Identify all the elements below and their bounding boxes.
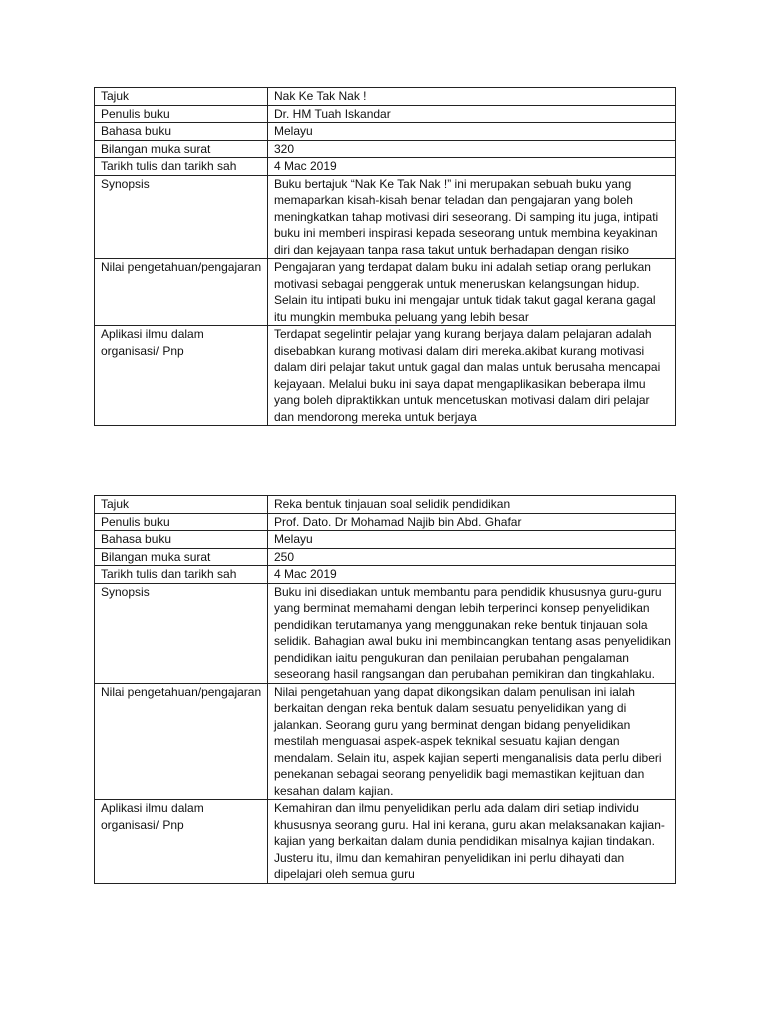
row-language xyxy=(95,123,676,141)
row-knowledge-value xyxy=(95,683,676,800)
review-date: 4 Mac 2019 xyxy=(268,566,676,584)
field-label: Tajuk xyxy=(95,88,268,106)
field-label: Tajuk xyxy=(95,496,268,514)
field-label: Tarikh tulis dan tarikh sah xyxy=(95,158,268,176)
row-synopsis xyxy=(95,583,676,683)
application-text: Kemahiran dan ilmu penyelidikan perlu ada dalam diri setiap individu khususnya seorang guru. Hal ini kerana, guru akan melaksanakan kajian-kajian yang berkaitan dalam dunia pendidikan misalnya kajian tindakan. Justeru itu, ilmu dan kemahiran penyelidikan ini perlu dihayati dan dipelajari oleh semua guru xyxy=(268,800,676,884)
field-label: Tarikh tulis dan tarikh sah xyxy=(95,566,268,584)
field-label: Synopsis xyxy=(95,583,268,683)
field-label: Bilangan muka surat xyxy=(95,140,268,158)
field-label: Synopsis xyxy=(95,175,268,259)
book-author: Prof. Dato. Dr Mohamad Najib bin Abd. Ghafar xyxy=(268,513,676,531)
field-label: Nilai pengetahuan/pengajaran xyxy=(95,683,268,800)
book-author: Dr. HM Tuah Iskandar xyxy=(268,105,676,123)
book-language: Melayu xyxy=(268,531,676,549)
field-label: Penulis buku xyxy=(95,105,268,123)
row-application xyxy=(95,800,676,884)
synopsis-text: Buku ini disediakan untuk membantu para pendidik khususnya guru-guru yang berminat memahami dengan lebih terperinci konsep penyelidikan pendidikan terutamanya yang menggunakan reke bentuk tinjauan sola selidik. Bahagian awal buku ini membincangkan tentang asas penyelidikan pendidikan iaitu pengukuran dan penilaian perubahan pengalaman seseorang hasil rangsangan dan perubahan pemikiran dan tingkahlaku. xyxy=(268,583,676,683)
book-page-count: 320 xyxy=(268,140,676,158)
row-page-count xyxy=(95,140,676,158)
book-language: Melayu xyxy=(268,123,676,141)
field-label: Nilai pengetahuan/pengajaran xyxy=(95,259,268,326)
row-date xyxy=(95,566,676,584)
field-label: Bahasa buku xyxy=(95,531,268,549)
knowledge-value-text: Nilai pengetahuan yang dapat dikongsikan dalam penulisan ini ialah berkaitan dengan reka bentuk dalam sesuatu penyelidikan yang di jalankan. Seorang guru yang berminat dengan bidang penyelidikan mestilah menguasai aspek-aspek teknikal sesuatu kajian dengan mendalam. Selain itu, aspek kajian seperti menganalisis data perlu diberi penekanan sebagai seorang penyelidik bagi memastikan kejituan dan kesahan dalam kajian. xyxy=(268,683,676,800)
synopsis-text: Buku bertajuk “Nak Ke Tak Nak !” ini merupakan sebuah buku yang memaparkan kisah-kisah benar teladan dan pengajaran yang boleh meningkatkan tahap motivasi diri seseorang. Di samping itu juga, intipati buku ini memberi inspirasi kepada seseorang untuk membina keyakinan diri dan kejayaan tanpa rasa takut untuk berhadapan dengan risiko xyxy=(268,175,676,259)
row-page-count xyxy=(95,548,676,566)
row-author xyxy=(95,105,676,123)
field-label: Bahasa buku xyxy=(95,123,268,141)
knowledge-value-text: Pengajaran yang terdapat dalam buku ini adalah setiap orang perlukan motivasi sebagai penggerak untuk meneruskan kelangsungan hidup. Selain itu intipati buku ini mengajar untuk tidak takut gagal kerana gagal itu mungkin membuka peluang yang lebih besar xyxy=(268,259,676,326)
row-author xyxy=(95,513,676,531)
row-title xyxy=(95,496,676,514)
application-text: Terdapat segelintir pelajar yang kurang berjaya dalam pelajaran adalah disebabkan kurang motivasi dalam diri mereka.akibat kurang motivasi dalam diri pelajar takut untuk gagal dan malas untuk berusaha mencapai kejayaan. Melalui buku ini saya dapat mengaplikasikan beberapa ilmu yang boleh dipraktikkan untuk mencetuskan motivasi dalam diri pelajar dan mendorong mereka untuk berjaya xyxy=(268,326,676,426)
field-label: Bilangan muka surat xyxy=(95,548,268,566)
field-label: Penulis buku xyxy=(95,513,268,531)
row-application xyxy=(95,326,676,426)
review-date: 4 Mac 2019 xyxy=(268,158,676,176)
book-page-count: 250 xyxy=(268,548,676,566)
book-review-table-1 xyxy=(94,87,676,426)
row-synopsis xyxy=(95,175,676,259)
row-knowledge-value xyxy=(95,259,676,326)
book-review-table-2 xyxy=(94,495,676,884)
book-title: Nak Ke Tak Nak ! xyxy=(268,88,676,106)
row-date xyxy=(95,158,676,176)
row-language xyxy=(95,531,676,549)
field-label: Aplikasi ilmu dalam organisasi/ Pnp xyxy=(95,326,268,426)
field-label: Aplikasi ilmu dalam organisasi/ Pnp xyxy=(95,800,268,884)
row-title xyxy=(95,88,676,106)
book-title: Reka bentuk tinjauan soal selidik pendidikan xyxy=(268,496,676,514)
